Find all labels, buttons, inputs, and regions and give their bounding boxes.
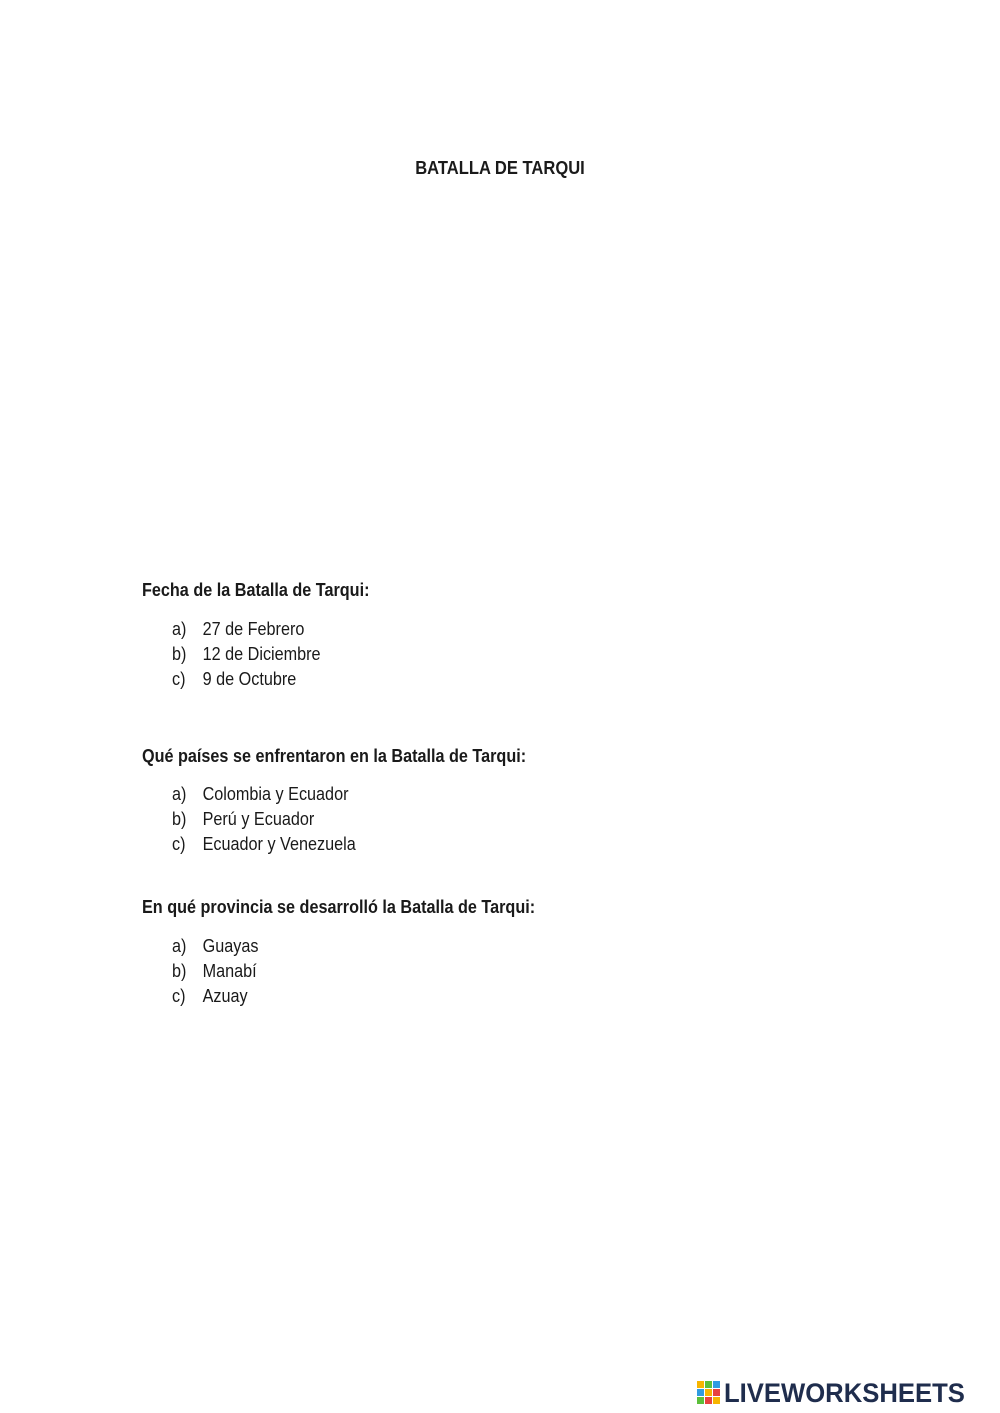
liveworksheets-logo-icon (697, 1381, 721, 1405)
option-letter: b) (172, 809, 187, 829)
option-text: Guayas (202, 936, 259, 956)
option-letter: a) (172, 784, 187, 804)
question-1-option-c[interactable] (172, 667, 321, 692)
option-letter: c) (172, 834, 186, 854)
question-1-options (172, 617, 337, 692)
question-3-option-b[interactable] (172, 959, 258, 984)
option-text: Ecuador y Venezuela (202, 834, 356, 854)
option-letter: a) (172, 619, 187, 639)
option-text: Perú y Ecuador (202, 809, 315, 829)
question-2-prompt: Qué países se enfrentaron en la Batalla de Tarqui: (142, 746, 527, 766)
liveworksheets-logo (697, 1378, 978, 1408)
question-3-option-c[interactable] (172, 984, 258, 1009)
question-2-option-a[interactable] (172, 782, 356, 807)
question-1-option-a[interactable] (172, 617, 321, 642)
question-3-prompt: En qué provincia se desarrolló la Batalla de Tarqui: (142, 897, 536, 917)
question-1-option-b[interactable] (172, 642, 321, 667)
option-text: Azuay (202, 986, 248, 1006)
option-letter: a) (172, 936, 187, 956)
option-text: 12 de Diciembre (202, 644, 321, 664)
option-text: 27 de Febrero (202, 619, 305, 639)
question-3-options (172, 934, 268, 1009)
question-3-option-a[interactable] (172, 934, 258, 959)
question-2-option-b[interactable] (172, 807, 356, 832)
question-2-options (172, 782, 376, 857)
question-2-option-c[interactable] (172, 832, 356, 857)
option-letter: c) (172, 669, 186, 689)
option-text: 9 de Octubre (202, 669, 297, 689)
question-1-prompt: Fecha de la Batalla de Tarqui: (142, 580, 370, 600)
option-letter: c) (172, 986, 186, 1006)
option-letter: b) (172, 961, 187, 981)
option-text: Manabí (202, 961, 257, 981)
page-title: BATALLA DE TARQUI (415, 158, 585, 178)
option-text: Colombia y Ecuador (202, 784, 349, 804)
option-letter: b) (172, 644, 187, 664)
liveworksheets-logo-text: LIVEWORKSHEETS (724, 1377, 965, 1408)
